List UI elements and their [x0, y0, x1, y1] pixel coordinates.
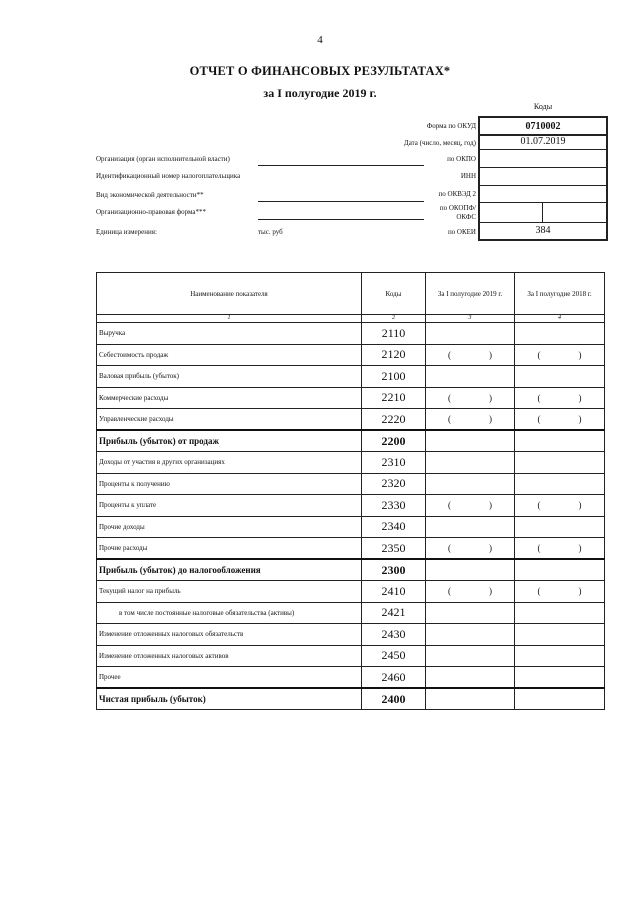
- value-2018: [515, 688, 605, 710]
- table-row: [97, 409, 605, 431]
- okud-code-box: 0710002: [478, 116, 608, 136]
- row-code: 2210: [362, 387, 426, 409]
- col-number: 1: [97, 315, 362, 323]
- table-row: [97, 559, 605, 581]
- row-label: Управленческие расходы: [97, 409, 362, 431]
- row-code: 2410: [362, 581, 426, 603]
- table-header-row: [97, 273, 605, 315]
- value-2019: [426, 495, 515, 517]
- report-period: за I полугодие 2019 г.: [263, 86, 377, 100]
- okved-label: по ОКВЭД 2: [438, 190, 476, 198]
- value-2019: [426, 645, 515, 667]
- value-2018: [515, 624, 605, 646]
- okopf-code-box: [478, 203, 543, 223]
- value-2018: [515, 538, 605, 560]
- col-2019-header: За I полугодие 2019 г.: [426, 273, 515, 315]
- okei-code-box: 384: [478, 223, 608, 241]
- okfs-label: ОКФС: [456, 213, 476, 221]
- row-label: в том числе постоянные налоговые обязательства (активы): [97, 602, 362, 624]
- paren-close: ): [489, 586, 492, 597]
- value-2019: [426, 581, 515, 603]
- column-numbers-row: [97, 315, 605, 323]
- row-label: Выручка: [97, 323, 362, 345]
- paren-close: ): [578, 543, 582, 553]
- unit-value: тыс. руб: [258, 228, 283, 236]
- paren-open: (: [448, 500, 451, 511]
- paren-close: ): [578, 392, 582, 403]
- row-code: 2310: [362, 452, 426, 474]
- row-label: Проценты к уплате: [97, 495, 362, 517]
- okei-label: по ОКЕИ: [447, 228, 476, 236]
- value-2019: [426, 624, 515, 646]
- row-code: 2100: [362, 366, 426, 388]
- paren-close: ): [578, 586, 582, 597]
- value-2018: [515, 387, 605, 409]
- value-2019: [426, 452, 515, 474]
- table-row: [97, 452, 605, 474]
- value-2018: [515, 409, 605, 431]
- value-2019: [426, 366, 515, 388]
- row-label: Изменение отложенных налоговых активов: [97, 645, 362, 667]
- table-row: [97, 645, 605, 667]
- row-label: Валовая прибыль (убыток): [97, 366, 362, 388]
- paren-close: ): [578, 349, 582, 360]
- paren-open: (: [448, 543, 451, 553]
- row-label: Проценты к получению: [97, 473, 362, 495]
- inn-id-label: Идентификационный номер налогоплательщика: [96, 172, 241, 180]
- paren-close: ): [578, 500, 582, 511]
- table-row: [97, 387, 605, 409]
- value-2018: [515, 344, 605, 366]
- financial-results-table: [96, 272, 605, 710]
- paren-open: (: [448, 349, 451, 360]
- col-code-header: Коды: [362, 273, 426, 315]
- okopf-label: по ОКОПФ/: [439, 204, 476, 212]
- row-label: Прибыль (убыток) до налогообложения: [97, 559, 362, 581]
- value-2019: [426, 323, 515, 345]
- value-2019: [426, 409, 515, 431]
- table-row: [97, 344, 605, 366]
- table-row: [97, 473, 605, 495]
- row-code: 2460: [362, 667, 426, 689]
- table-row: [97, 688, 605, 710]
- okved-code-box: [478, 186, 608, 203]
- table-row: [97, 323, 605, 345]
- value-2018: [515, 602, 605, 624]
- row-label: Прочее: [97, 667, 362, 689]
- value-2018: [515, 366, 605, 388]
- value-2018: [515, 430, 605, 452]
- value-2018: [515, 645, 605, 667]
- col-name-header: Наименование показателя: [97, 273, 362, 315]
- row-code: 2421: [362, 602, 426, 624]
- value-2018: [515, 495, 605, 517]
- row-label: Доходы от участия в других организациях: [97, 452, 362, 474]
- value-2018: [515, 516, 605, 538]
- org-underline: [258, 165, 424, 166]
- value-2019: [426, 538, 515, 560]
- paren-close: ): [489, 500, 492, 511]
- paren-close: ): [489, 543, 492, 553]
- row-label: Прочие расходы: [97, 538, 362, 560]
- table-row: [97, 516, 605, 538]
- okfs-code-box: [543, 203, 608, 223]
- table-row: [97, 430, 605, 452]
- legal-form-label: Организационно-правовая форма***: [96, 208, 207, 216]
- value-2019: [426, 602, 515, 624]
- unit-label: Единица измерения:: [96, 228, 157, 236]
- date-label: Дата (число, месяц, год): [403, 139, 476, 147]
- activity-label: Вид экономической деятельности**: [96, 191, 204, 199]
- value-2018: [515, 323, 605, 345]
- inn-code-box: [478, 168, 608, 186]
- col-number: 3: [426, 315, 515, 323]
- table-row: [97, 538, 605, 560]
- row-code: 2430: [362, 624, 426, 646]
- value-2018: [515, 452, 605, 474]
- value-2019: [426, 559, 515, 581]
- table-row: [97, 667, 605, 689]
- value-2019: [426, 387, 515, 409]
- row-label: Чистая прибыль (убыток): [97, 688, 362, 710]
- value-2018: [515, 581, 605, 603]
- value-2018: [515, 473, 605, 495]
- row-code: 2320: [362, 473, 426, 495]
- org-label: Организация (орган исполнительной власти): [96, 155, 230, 163]
- paren-open: (: [537, 349, 541, 360]
- table-row: [97, 624, 605, 646]
- activity-underline: [258, 201, 424, 202]
- row-code: 2340: [362, 516, 426, 538]
- row-code: 2400: [362, 688, 426, 710]
- col-number: 4: [515, 315, 605, 323]
- page-number: 4: [317, 34, 323, 46]
- row-code: 2200: [362, 430, 426, 452]
- codes-header: Коды: [533, 102, 553, 111]
- value-2019: [426, 516, 515, 538]
- report-title: ОТЧЕТ О ФИНАНСОВЫХ РЕЗУЛЬТАТАХ*: [189, 64, 451, 78]
- value-2018: [515, 667, 605, 689]
- value-2019: [426, 667, 515, 689]
- paren-open: (: [448, 392, 451, 403]
- value-2019: [426, 473, 515, 495]
- paren-close: ): [578, 414, 582, 424]
- okud-label: Форма по ОКУД: [426, 122, 476, 130]
- paren-open: (: [537, 500, 541, 511]
- value-2018: [515, 559, 605, 581]
- paren-close: ): [489, 414, 492, 424]
- row-label: Себестоимость продаж: [97, 344, 362, 366]
- value-2019: [426, 688, 515, 710]
- paren-open: (: [537, 543, 541, 553]
- row-label: Текущий налог на прибыль: [97, 581, 362, 603]
- row-label: Изменение отложенных налоговых обязательств: [97, 624, 362, 646]
- row-label: Прочие доходы: [97, 516, 362, 538]
- paren-open: (: [537, 414, 541, 424]
- row-code: 2300: [362, 559, 426, 581]
- table-row: [97, 366, 605, 388]
- table-row: [97, 495, 605, 517]
- row-code: 2220: [362, 409, 426, 431]
- table-row: [97, 581, 605, 603]
- value-2019: [426, 344, 515, 366]
- table-row: [97, 602, 605, 624]
- okpo-code-box: [478, 150, 608, 168]
- paren-open: (: [537, 586, 541, 597]
- okpo-label: по ОКПО: [447, 155, 476, 163]
- row-label: Прибыль (убыток) от продаж: [97, 430, 362, 452]
- paren-open: (: [448, 414, 451, 424]
- col-2018-header: За I полугодие 2018 г.: [515, 273, 605, 315]
- row-code: 2120: [362, 344, 426, 366]
- value-2019: [426, 430, 515, 452]
- inn-label: ИНН: [460, 172, 476, 180]
- row-code: 2330: [362, 495, 426, 517]
- row-label: Коммерческие расходы: [97, 387, 362, 409]
- legal-form-underline: [258, 219, 424, 220]
- row-code: 2450: [362, 645, 426, 667]
- col-number: 2: [362, 315, 426, 323]
- row-code: 2350: [362, 538, 426, 560]
- row-code: 2110: [362, 323, 426, 345]
- paren-close: ): [489, 392, 492, 403]
- paren-open: (: [448, 586, 451, 597]
- paren-open: (: [537, 392, 541, 403]
- paren-close: ): [489, 349, 492, 360]
- date-code-box: 01.07.2019: [478, 136, 608, 150]
